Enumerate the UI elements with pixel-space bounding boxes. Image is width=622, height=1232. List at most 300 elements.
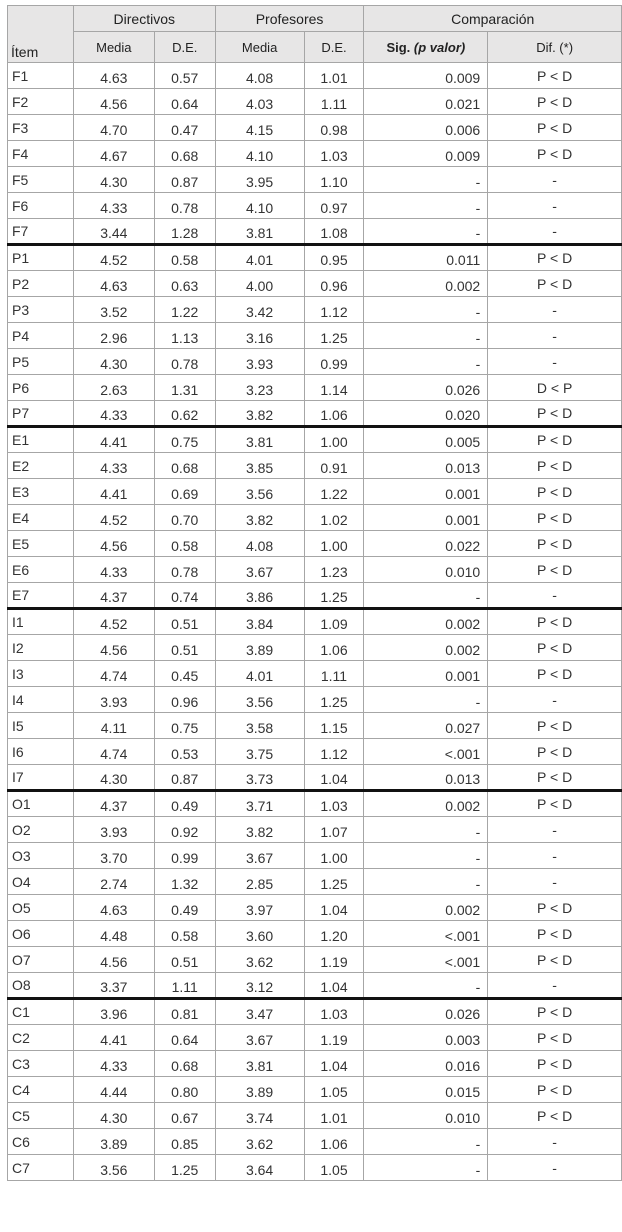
item-cell: E3 xyxy=(8,479,74,505)
item-cell: F3 xyxy=(8,115,74,141)
item-cell: P7 xyxy=(8,401,74,427)
table-row xyxy=(8,583,622,609)
table-row xyxy=(8,1051,622,1077)
profesores-de-cell: 1.01 xyxy=(304,63,364,89)
sig-cell: 0.010 xyxy=(364,557,488,583)
profesores-media-cell: 4.00 xyxy=(215,271,304,297)
profesores-de-cell: 0.96 xyxy=(304,271,364,297)
profesores-de-cell: 1.12 xyxy=(304,297,364,323)
directivos-media-cell: 2.63 xyxy=(73,375,154,401)
directivos-media-cell: 4.30 xyxy=(73,349,154,375)
profesores-de-cell: 0.99 xyxy=(304,349,364,375)
profesores-media-cell: 3.62 xyxy=(215,1129,304,1155)
dif-cell: - xyxy=(488,1155,622,1181)
profesores-media-cell: 2.85 xyxy=(215,869,304,895)
dif-cell: P < D xyxy=(488,791,622,817)
dif-cell: P < D xyxy=(488,141,622,167)
directivos-media-cell: 3.44 xyxy=(73,219,154,245)
p-valor-label: (p valor) xyxy=(413,39,466,55)
profesores-media-cell: 4.03 xyxy=(215,89,304,115)
profesores-de-cell: 1.25 xyxy=(304,323,364,349)
item-cell: F1 xyxy=(8,63,74,89)
profesores-group-header: Profesores xyxy=(215,6,364,32)
profesores-de-cell: 1.25 xyxy=(304,687,364,713)
dif-cell: D < P xyxy=(488,375,622,401)
directivos-de-cell: 0.70 xyxy=(154,505,215,531)
dif-cell: P < D xyxy=(488,245,622,271)
item-cell: P2 xyxy=(8,271,74,297)
sig-cell: - xyxy=(364,817,488,843)
directivos-media-cell: 4.33 xyxy=(73,557,154,583)
directivos-de-cell: 0.62 xyxy=(154,401,215,427)
dif-cell: P < D xyxy=(488,635,622,661)
item-cell: C6 xyxy=(8,1129,74,1155)
directivos-de-cell: 0.47 xyxy=(154,115,215,141)
item-cell: I3 xyxy=(8,661,74,687)
item-cell: E1 xyxy=(8,427,74,453)
profesores-media-cell: 3.23 xyxy=(215,375,304,401)
dif-cell: - xyxy=(488,687,622,713)
table-row xyxy=(8,635,622,661)
table-row xyxy=(8,349,622,375)
profesores-de-header: D.E. xyxy=(304,32,364,63)
profesores-de-cell: 1.08 xyxy=(304,219,364,245)
sig-cell: <.001 xyxy=(364,921,488,947)
table-row xyxy=(8,609,622,635)
table-row xyxy=(8,63,622,89)
sig-cell: 0.005 xyxy=(364,427,488,453)
profesores-de-cell: 1.05 xyxy=(304,1155,364,1181)
directivos-media-cell: 3.52 xyxy=(73,297,154,323)
dif-cell: P < D xyxy=(488,531,622,557)
directivos-media-cell: 3.89 xyxy=(73,1129,154,1155)
dif-cell: - xyxy=(488,843,622,869)
item-cell: O2 xyxy=(8,817,74,843)
item-cell: O6 xyxy=(8,921,74,947)
sig-cell: 0.003 xyxy=(364,1025,488,1051)
directivos-de-cell: 0.51 xyxy=(154,609,215,635)
directivos-de-cell: 0.64 xyxy=(154,89,215,115)
profesores-de-cell: 1.04 xyxy=(304,1051,364,1077)
directivos-de-cell: 0.85 xyxy=(154,1129,215,1155)
directivos-media-cell: 4.74 xyxy=(73,739,154,765)
profesores-de-cell: 0.98 xyxy=(304,115,364,141)
profesores-media-cell: 3.60 xyxy=(215,921,304,947)
profesores-de-cell: 1.00 xyxy=(304,843,364,869)
directivos-media-cell: 4.56 xyxy=(73,531,154,557)
table-row xyxy=(8,271,622,297)
item-cell: P6 xyxy=(8,375,74,401)
table-row xyxy=(8,921,622,947)
profesores-media-cell: 3.95 xyxy=(215,167,304,193)
item-cell: P4 xyxy=(8,323,74,349)
item-cell: I5 xyxy=(8,713,74,739)
directivos-de-cell: 1.22 xyxy=(154,297,215,323)
item-cell: O8 xyxy=(8,973,74,999)
item-cell: E5 xyxy=(8,531,74,557)
profesores-media-cell: 3.67 xyxy=(215,843,304,869)
profesores-media-cell: 3.58 xyxy=(215,713,304,739)
item-cell: C3 xyxy=(8,1051,74,1077)
item-cell: I6 xyxy=(8,739,74,765)
directivos-media-cell: 4.74 xyxy=(73,661,154,687)
item-cell: O7 xyxy=(8,947,74,973)
sig-label: Sig. xyxy=(386,39,411,55)
directivos-media-cell: 3.96 xyxy=(73,999,154,1025)
table-row xyxy=(8,167,622,193)
profesores-de-cell: 1.19 xyxy=(304,1025,364,1051)
item-cell: E6 xyxy=(8,557,74,583)
profesores-media-cell: 3.82 xyxy=(215,505,304,531)
table-row xyxy=(8,895,622,921)
item-cell: I2 xyxy=(8,635,74,661)
directivos-de-cell: 0.51 xyxy=(154,635,215,661)
directivos-de-cell: 0.81 xyxy=(154,999,215,1025)
directivos-de-cell: 0.58 xyxy=(154,921,215,947)
directivos-de-cell: 0.64 xyxy=(154,1025,215,1051)
table-row xyxy=(8,401,622,427)
sig-cell: 0.002 xyxy=(364,635,488,661)
table-row xyxy=(8,1103,622,1129)
profesores-de-cell: 1.15 xyxy=(304,713,364,739)
sig-cell: 0.021 xyxy=(364,89,488,115)
directivos-de-cell: 0.87 xyxy=(154,765,215,791)
directivos-de-cell: 0.68 xyxy=(154,141,215,167)
profesores-media-cell: 3.67 xyxy=(215,557,304,583)
profesores-media-cell: 3.12 xyxy=(215,973,304,999)
dif-cell: - xyxy=(488,817,622,843)
profesores-de-cell: 1.03 xyxy=(304,141,364,167)
dif-cell: - xyxy=(488,869,622,895)
table-row xyxy=(8,323,622,349)
directivos-media-cell: 4.37 xyxy=(73,791,154,817)
item-cell: C4 xyxy=(8,1077,74,1103)
item-cell: O3 xyxy=(8,843,74,869)
profesores-de-cell: 1.25 xyxy=(304,869,364,895)
profesores-de-cell: 1.03 xyxy=(304,791,364,817)
directivos-media-cell: 4.63 xyxy=(73,271,154,297)
profesores-media-cell: 4.08 xyxy=(215,63,304,89)
table-row xyxy=(8,531,622,557)
profesores-media-cell: 3.89 xyxy=(215,1077,304,1103)
sig-cell: - xyxy=(364,167,488,193)
dif-cell: - xyxy=(488,323,622,349)
results-table xyxy=(7,5,622,1181)
directivos-media-cell: 4.52 xyxy=(73,609,154,635)
dif-cell: - xyxy=(488,1129,622,1155)
dif-cell: - xyxy=(488,219,622,245)
sig-cell: - xyxy=(364,297,488,323)
directivos-media-cell: 4.41 xyxy=(73,1025,154,1051)
directivos-de-cell: 0.51 xyxy=(154,947,215,973)
profesores-media-cell: 3.93 xyxy=(215,349,304,375)
directivos-de-cell: 1.31 xyxy=(154,375,215,401)
dif-cell: P < D xyxy=(488,453,622,479)
item-cell: F5 xyxy=(8,167,74,193)
profesores-media-cell: 3.64 xyxy=(215,1155,304,1181)
dif-cell: P < D xyxy=(488,115,622,141)
directivos-media-header: Media xyxy=(73,32,154,63)
dif-cell: - xyxy=(488,973,622,999)
item-cell: I1 xyxy=(8,609,74,635)
profesores-media-cell: 3.86 xyxy=(215,583,304,609)
item-cell: O4 xyxy=(8,869,74,895)
directivos-media-cell: 3.70 xyxy=(73,843,154,869)
directivos-media-cell: 4.56 xyxy=(73,635,154,661)
sig-cell: 0.013 xyxy=(364,453,488,479)
table-row xyxy=(8,817,622,843)
dif-cell: - xyxy=(488,167,622,193)
directivos-de-cell: 0.53 xyxy=(154,739,215,765)
profesores-de-cell: 1.23 xyxy=(304,557,364,583)
profesores-media-cell: 3.71 xyxy=(215,791,304,817)
table-row xyxy=(8,297,622,323)
directivos-media-cell: 3.56 xyxy=(73,1155,154,1181)
table-row xyxy=(8,1025,622,1051)
dif-cell: P < D xyxy=(488,713,622,739)
dif-cell: P < D xyxy=(488,427,622,453)
directivos-de-cell: 0.57 xyxy=(154,63,215,89)
sig-cell: 0.002 xyxy=(364,895,488,921)
table-row xyxy=(8,843,622,869)
dif-cell: P < D xyxy=(488,401,622,427)
profesores-media-cell: 4.01 xyxy=(215,661,304,687)
profesores-de-cell: 1.06 xyxy=(304,635,364,661)
profesores-media-cell: 3.56 xyxy=(215,687,304,713)
table-row xyxy=(8,115,622,141)
table-row xyxy=(8,1155,622,1181)
profesores-media-cell: 3.81 xyxy=(215,1051,304,1077)
directivos-de-cell: 0.58 xyxy=(154,531,215,557)
table-body xyxy=(8,63,622,1181)
table-row xyxy=(8,89,622,115)
dif-cell: P < D xyxy=(488,609,622,635)
comparacion-group-header: Comparación xyxy=(364,6,622,32)
item-cell: I7 xyxy=(8,765,74,791)
dif-cell: P < D xyxy=(488,89,622,115)
profesores-media-cell: 3.81 xyxy=(215,219,304,245)
directivos-de-cell: 0.63 xyxy=(154,271,215,297)
profesores-media-cell: 4.10 xyxy=(215,141,304,167)
item-cell: F6 xyxy=(8,193,74,219)
dif-cell: P < D xyxy=(488,947,622,973)
dif-cell: P < D xyxy=(488,505,622,531)
profesores-media-cell: 3.97 xyxy=(215,895,304,921)
sig-cell: - xyxy=(364,219,488,245)
item-cell: P1 xyxy=(8,245,74,271)
profesores-media-cell: 3.67 xyxy=(215,1025,304,1051)
directivos-de-cell: 1.28 xyxy=(154,219,215,245)
directivos-media-cell: 4.63 xyxy=(73,895,154,921)
profesores-de-cell: 1.06 xyxy=(304,401,364,427)
directivos-de-cell: 0.58 xyxy=(154,245,215,271)
dif-cell: P < D xyxy=(488,999,622,1025)
directivos-media-cell: 4.52 xyxy=(73,505,154,531)
dif-cell: - xyxy=(488,349,622,375)
sig-cell: 0.010 xyxy=(364,1103,488,1129)
sig-cell: 0.016 xyxy=(364,1051,488,1077)
directivos-de-cell: 0.78 xyxy=(154,557,215,583)
table-row xyxy=(8,427,622,453)
directivos-de-cell: 0.69 xyxy=(154,479,215,505)
dif-cell: P < D xyxy=(488,661,622,687)
table-row xyxy=(8,557,622,583)
sig-cell: 0.026 xyxy=(364,999,488,1025)
profesores-de-cell: 1.20 xyxy=(304,921,364,947)
directivos-de-cell: 1.32 xyxy=(154,869,215,895)
sig-cell: - xyxy=(364,843,488,869)
profesores-media-cell: 3.82 xyxy=(215,401,304,427)
dif-column-header: Dif. (*) xyxy=(488,32,622,63)
directivos-de-cell: 0.78 xyxy=(154,193,215,219)
directivos-media-cell: 3.93 xyxy=(73,687,154,713)
directivos-de-cell: 1.13 xyxy=(154,323,215,349)
sig-cell: - xyxy=(364,1129,488,1155)
directivos-media-cell: 4.63 xyxy=(73,63,154,89)
item-cell: E7 xyxy=(8,583,74,609)
sig-cell: 0.020 xyxy=(364,401,488,427)
profesores-media-cell: 3.74 xyxy=(215,1103,304,1129)
dif-cell: P < D xyxy=(488,63,622,89)
profesores-media-cell: 3.42 xyxy=(215,297,304,323)
sig-cell: 0.009 xyxy=(364,63,488,89)
profesores-de-cell: 1.00 xyxy=(304,531,364,557)
item-cell: F4 xyxy=(8,141,74,167)
item-cell: E4 xyxy=(8,505,74,531)
directivos-de-cell: 0.78 xyxy=(154,349,215,375)
sig-cell: - xyxy=(364,193,488,219)
profesores-media-cell: 3.16 xyxy=(215,323,304,349)
directivos-media-cell: 4.52 xyxy=(73,245,154,271)
directivos-media-cell: 3.93 xyxy=(73,817,154,843)
sig-cell: 0.011 xyxy=(364,245,488,271)
directivos-media-cell: 4.37 xyxy=(73,583,154,609)
profesores-media-cell: 3.84 xyxy=(215,609,304,635)
sig-cell: 0.027 xyxy=(364,713,488,739)
item-cell: I4 xyxy=(8,687,74,713)
item-cell: C2 xyxy=(8,1025,74,1051)
results-table-container xyxy=(7,5,622,1181)
profesores-de-cell: 1.11 xyxy=(304,89,364,115)
dif-cell: P < D xyxy=(488,765,622,791)
profesores-media-cell: 3.82 xyxy=(215,817,304,843)
table-row xyxy=(8,947,622,973)
directivos-media-cell: 4.44 xyxy=(73,1077,154,1103)
dif-cell: P < D xyxy=(488,921,622,947)
dif-cell: - xyxy=(488,583,622,609)
profesores-media-cell: 3.73 xyxy=(215,765,304,791)
directivos-de-cell: 0.67 xyxy=(154,1103,215,1129)
profesores-de-cell: 1.22 xyxy=(304,479,364,505)
sig-cell: <.001 xyxy=(364,947,488,973)
directivos-de-cell: 0.80 xyxy=(154,1077,215,1103)
directivos-media-cell: 3.37 xyxy=(73,973,154,999)
directivos-de-cell: 0.87 xyxy=(154,167,215,193)
directivos-media-cell: 4.30 xyxy=(73,765,154,791)
sig-cell: 0.001 xyxy=(364,661,488,687)
directivos-de-cell: 0.49 xyxy=(154,895,215,921)
dif-cell: - xyxy=(488,193,622,219)
directivos-media-cell: 4.11 xyxy=(73,713,154,739)
sig-cell: 0.022 xyxy=(364,531,488,557)
sig-cell: - xyxy=(364,1155,488,1181)
dif-cell: P < D xyxy=(488,1103,622,1129)
directivos-de-cell: 1.11 xyxy=(154,973,215,999)
profesores-de-cell: 1.09 xyxy=(304,609,364,635)
sig-cell: 0.006 xyxy=(364,115,488,141)
sig-cell: - xyxy=(364,687,488,713)
dif-cell: - xyxy=(488,297,622,323)
profesores-media-cell: 4.10 xyxy=(215,193,304,219)
dif-cell: P < D xyxy=(488,479,622,505)
profesores-media-header: Media xyxy=(215,32,304,63)
item-cell: E2 xyxy=(8,453,74,479)
item-column-header: Ítem xyxy=(8,6,74,63)
directivos-de-cell: 0.68 xyxy=(154,453,215,479)
directivos-de-header: D.E. xyxy=(154,32,215,63)
directivos-media-cell: 2.74 xyxy=(73,869,154,895)
sig-column-header xyxy=(364,32,488,63)
directivos-de-cell: 0.49 xyxy=(154,791,215,817)
profesores-de-cell: 1.19 xyxy=(304,947,364,973)
sig-cell: 0.001 xyxy=(364,505,488,531)
table-row xyxy=(8,973,622,999)
table-row xyxy=(8,713,622,739)
directivos-media-cell: 4.30 xyxy=(73,1103,154,1129)
directivos-media-cell: 4.33 xyxy=(73,1051,154,1077)
dif-cell: P < D xyxy=(488,895,622,921)
profesores-de-cell: 1.04 xyxy=(304,973,364,999)
profesores-media-cell: 3.62 xyxy=(215,947,304,973)
profesores-de-cell: 1.06 xyxy=(304,1129,364,1155)
profesores-media-cell: 3.89 xyxy=(215,635,304,661)
profesores-de-cell: 1.25 xyxy=(304,583,364,609)
directivos-media-cell: 4.56 xyxy=(73,947,154,973)
directivos-media-cell: 4.67 xyxy=(73,141,154,167)
table-row xyxy=(8,869,622,895)
table-row xyxy=(8,141,622,167)
dif-cell: P < D xyxy=(488,1051,622,1077)
profesores-media-cell: 4.15 xyxy=(215,115,304,141)
profesores-media-cell: 3.75 xyxy=(215,739,304,765)
item-cell: P5 xyxy=(8,349,74,375)
table-row xyxy=(8,1129,622,1155)
profesores-de-cell: 0.97 xyxy=(304,193,364,219)
sig-cell: - xyxy=(364,869,488,895)
table-row xyxy=(8,661,622,687)
sig-cell: - xyxy=(364,973,488,999)
directivos-group-header: Directivos xyxy=(73,6,215,32)
table-row xyxy=(8,1077,622,1103)
item-cell: F7 xyxy=(8,219,74,245)
item-cell: C7 xyxy=(8,1155,74,1181)
directivos-media-cell: 4.41 xyxy=(73,479,154,505)
directivos-de-cell: 0.92 xyxy=(154,817,215,843)
directivos-de-cell: 0.75 xyxy=(154,713,215,739)
profesores-de-cell: 1.04 xyxy=(304,765,364,791)
directivos-de-cell: 0.75 xyxy=(154,427,215,453)
sig-cell: 0.002 xyxy=(364,609,488,635)
table-row xyxy=(8,453,622,479)
table-row xyxy=(8,193,622,219)
table-row xyxy=(8,739,622,765)
directivos-media-cell: 4.30 xyxy=(73,167,154,193)
profesores-de-cell: 1.02 xyxy=(304,505,364,531)
profesores-media-cell: 3.85 xyxy=(215,453,304,479)
profesores-de-cell: 1.14 xyxy=(304,375,364,401)
dif-cell: P < D xyxy=(488,557,622,583)
dif-cell: P < D xyxy=(488,271,622,297)
